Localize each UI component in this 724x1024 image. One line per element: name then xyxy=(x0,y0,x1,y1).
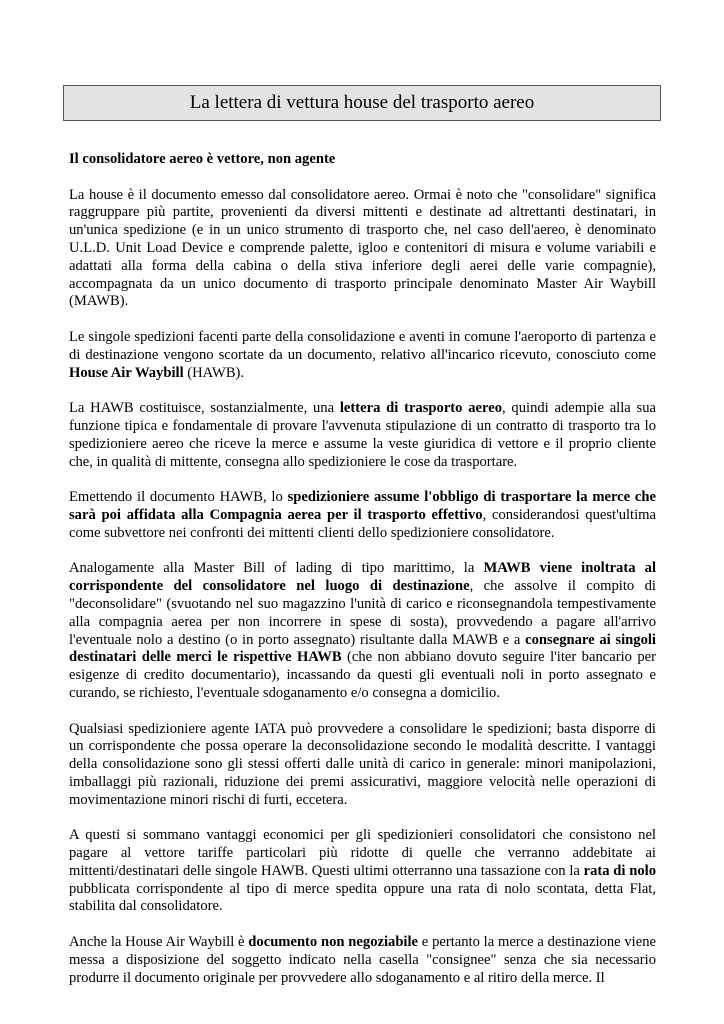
paragraph-7: A questi si sommano vantaggi economici per gli spedizionieri consolidatori che consistono nel pagare al vettore tariffe particolari più ridotte di quelle che verranno addebitate ai mittenti/destinatari delle singole HAWB. Questi ultimi otterranno una tassazione con la rata di nolo pubblicata corrispondente al tipo di merce spedita oppure una rata di nolo scontata, detta Flat, stabilita dal consolidatore. xyxy=(69,827,656,915)
paragraph-8: Anche la House Air Waybill è documento non negoziabile e pertanto la merce a destinazione viene messa a disposizione del soggetto indicato nella casella "consignee" senza che sia necessario produrre il documento originale per provvedere allo sdoganamento e al ritiro della merce. Il xyxy=(69,934,656,986)
paragraph-1: La house è il documento emesso dal consolidatore aereo. Ormai è noto che "consolidare" significa raggruppare più partite, provenienti da diversi mittenti e destinate ad altrettanti destinatari, in un'unica spedizione (e in un unico strumento di trasporto che, nel caso dell'aereo, è denominato U.L.D. Unit Load Device e comprende palette, igloo e contenitori di misura e volume variabili e adattati alla forma della cabina o della stiva inferiore degli aerei delle varie compagnie), accompagnata da un unico documento di trasporto principale denominato Master Air Waybill (MAWB). xyxy=(69,186,656,310)
section-heading: Il consolidatore aereo è vettore, non agente xyxy=(69,151,336,167)
paragraph-4: Emettendo il documento HAWB, lo spedizioniere assume l'obbligo di trasportare la merce che sarà poi affidata alla Compagnia aerea per il trasporto effettivo, considerandosi quest'ultima come subvettore nei confronti dei mittenti clienti dello spedizioniere consolidatore. xyxy=(69,489,656,541)
paragraph-6: Qualsiasi spedizioniere agente IATA può provvedere a consolidare le spedizioni; basta disporre di un corrispondente che possa operare la deconsolidazione secondo le modalità descritte. I vantaggi della consolidazione sono gli stessi offerti dalle unità di carico in generale: minori manipolazioni, imballaggi più razionali, riduzione dei premi assicurativi, maggiore velocità nelle operazioni di movimentazione minori rischi di furti, eccetera. xyxy=(69,720,656,808)
paragraph-5: Analogamente alla Master Bill of lading di tipo marittimo, la MAWB viene inoltrata al corrispondente del consolidatore nel luogo di destinazione, che assolve il compito di "deconsolidare" (svuotando nel suo magazzino l'unità di carico e riconsegnandola tempestivamente alla compagnia aerea per non incorrere in spese di sosta), provvedendo a pagare all'arrivo l'eventuale nolo a destino (o in porto assegnato) risultante dalla MAWB e a consegnare ai singoli destinatari delle merci le rispettive HAWB (che non abbiano dovuto seguire l'iter bancario per esigenze di credito documentario), incassando da questi gli eventuali noli in porto assegnato e curando, se richiesto, l'eventuale sdoganamento e/o consegna a domicilio. xyxy=(69,560,656,701)
paragraph-2: Le singole spedizioni facenti parte della consolidazione e aventi in comune l'aeroporto di partenza e di destinazione vengono scortate da un documento, relativo all'incarico ricevuto, conosciuto come House Air Waybill (HAWB). xyxy=(69,328,656,381)
document-title: La lettera di vettura house del trasporto aereo xyxy=(63,85,661,121)
document-body xyxy=(69,151,656,1005)
paragraph-3: La HAWB costituisce, sostanzialmente, una lettera di trasporto aereo, quindi adempie alla sua funzione tipica e fondamentale di provare l'avvenuta stipulazione di un contratto di trasporto tra lo spedizioniere aereo che riceve la merce e assume la veste giuridica di vettore e il proprio cliente che, in qualità di mittente, consegna allo spedizioniere le cose da trasportare. xyxy=(69,400,656,470)
